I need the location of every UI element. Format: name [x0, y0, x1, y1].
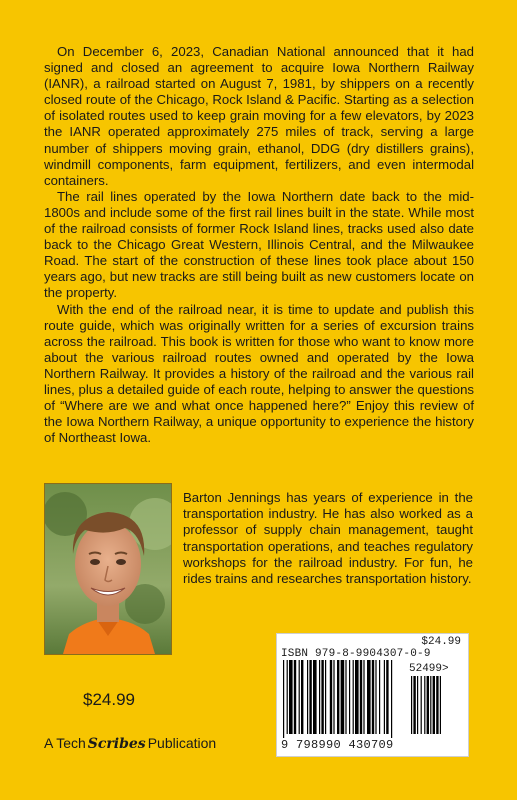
barcode-bar [379, 660, 380, 734]
barcode-addon-bar [417, 676, 418, 734]
barcode-bar [345, 660, 346, 734]
barcode-addon-bar [433, 676, 435, 734]
barcode-bar [386, 660, 388, 734]
price: $24.99 [83, 690, 135, 709]
barcode-bar [301, 660, 303, 734]
barcode-addon-bar [413, 676, 415, 734]
barcode-isbn: ISBN 979-8-9904307-0-9 [281, 648, 431, 660]
description-paragraph-3: With the end of the railroad near, it is time to update and publish this route guide, which was originally written for a series of excursion trains across the railroad. This book is written for those who want to know more about the various railroad routes owned and operated by the Iowa Northern Railway. It provides a history of the railroad and the various rail lines, plus a detailed guide of each route, helping to answer the questions of “Where are we and what once happened here?” Enjoy this review of the Iowa Northern Railway, a unique opportunity to experience the history of Northeast Iowa. [44, 301, 474, 446]
publisher-prefix: A Tech [44, 735, 86, 751]
publisher-line [44, 735, 216, 752]
description-paragraph-1: On December 6, 2023, Canadian National announced that it had signed and closed an agreement to acquire Iowa Northern Railway (IANR), a railroad started on August 7, 1981, by shippers on a recently closed route of the Chicago, Rock Island & Pacific. Starting as a selection of isolated routes used to keep grain moving for a few elevators, by 2023 the IANR operated approximately 275 miles of track, serving a large number of shippers moving grain, ethanol, DDG (dry distillers grains), windmill components, farm equipment, fertilizers, and even intermodal containers. [44, 44, 474, 188]
barcode-addon-bar [440, 676, 441, 734]
barcode-bar [307, 660, 308, 734]
description-paragraph-2: The rail lines operated by the Iowa Northern date back to the mid-1800s and include some of the first rail lines built in the state. While most of the railroad consists of former Rock Island lines, tracks used also date back to the Chicago Great Western, Illinois Central, and the Milwaukee Road. The start of the construction of these lines took place about 150 years ago, but new tracks are still being built as new customers locate on the property. [44, 188, 474, 301]
barcode-bar [289, 660, 293, 734]
barcode-bar [321, 660, 323, 734]
author-photo [44, 483, 172, 655]
publisher-brand: Scribes [87, 736, 146, 752]
barcode-bar [367, 660, 371, 734]
barcode-bar [313, 660, 317, 734]
barcode-bar [299, 660, 300, 734]
barcode-bar [319, 660, 320, 734]
barcode-bar [294, 660, 296, 734]
barcode-bar [330, 660, 332, 734]
barcode-bar [384, 660, 385, 734]
author-bio: Barton Jennings has years of experience in the transportation industry. He has also worked as a professor of supply chain management, taught transportation operations, and teaches regulatory workshops for the railroad industry. For fun, he rides trains and researches transportation history. [183, 490, 473, 587]
barcode-bars [283, 660, 463, 738]
barcode-bar [283, 660, 284, 738]
barcode-bar [333, 660, 334, 734]
barcode-bar [363, 660, 364, 734]
isbn-barcode [276, 633, 469, 757]
barcode-bar [341, 660, 345, 734]
barcode-bar [337, 660, 339, 734]
barcode-bar [309, 660, 311, 734]
barcode-addon-bar [427, 676, 429, 734]
barcode-bar [391, 660, 392, 738]
barcode-bar [325, 660, 326, 734]
barcode-addon-bar [436, 676, 438, 734]
barcode-bar [287, 660, 288, 734]
barcode-bar [349, 660, 350, 734]
barcode-bar [375, 660, 376, 734]
barcode-price: $24.99 [421, 636, 461, 648]
barcode-addon-bar [430, 676, 431, 734]
book-description [44, 44, 474, 446]
barcode-bar [353, 660, 354, 734]
barcode-addon-bar [424, 676, 425, 734]
barcode-addon: 52499> [409, 663, 449, 675]
barcode-bar [360, 660, 362, 734]
barcode-bar [372, 660, 374, 734]
publisher-suffix: Publication [147, 735, 217, 751]
barcode-addon-bar [421, 676, 422, 734]
barcode-digits: 9 798990 430709 [281, 738, 394, 752]
author-portrait-image [45, 484, 171, 654]
barcode-bar [355, 660, 359, 734]
barcode-addon-bar [411, 676, 412, 734]
